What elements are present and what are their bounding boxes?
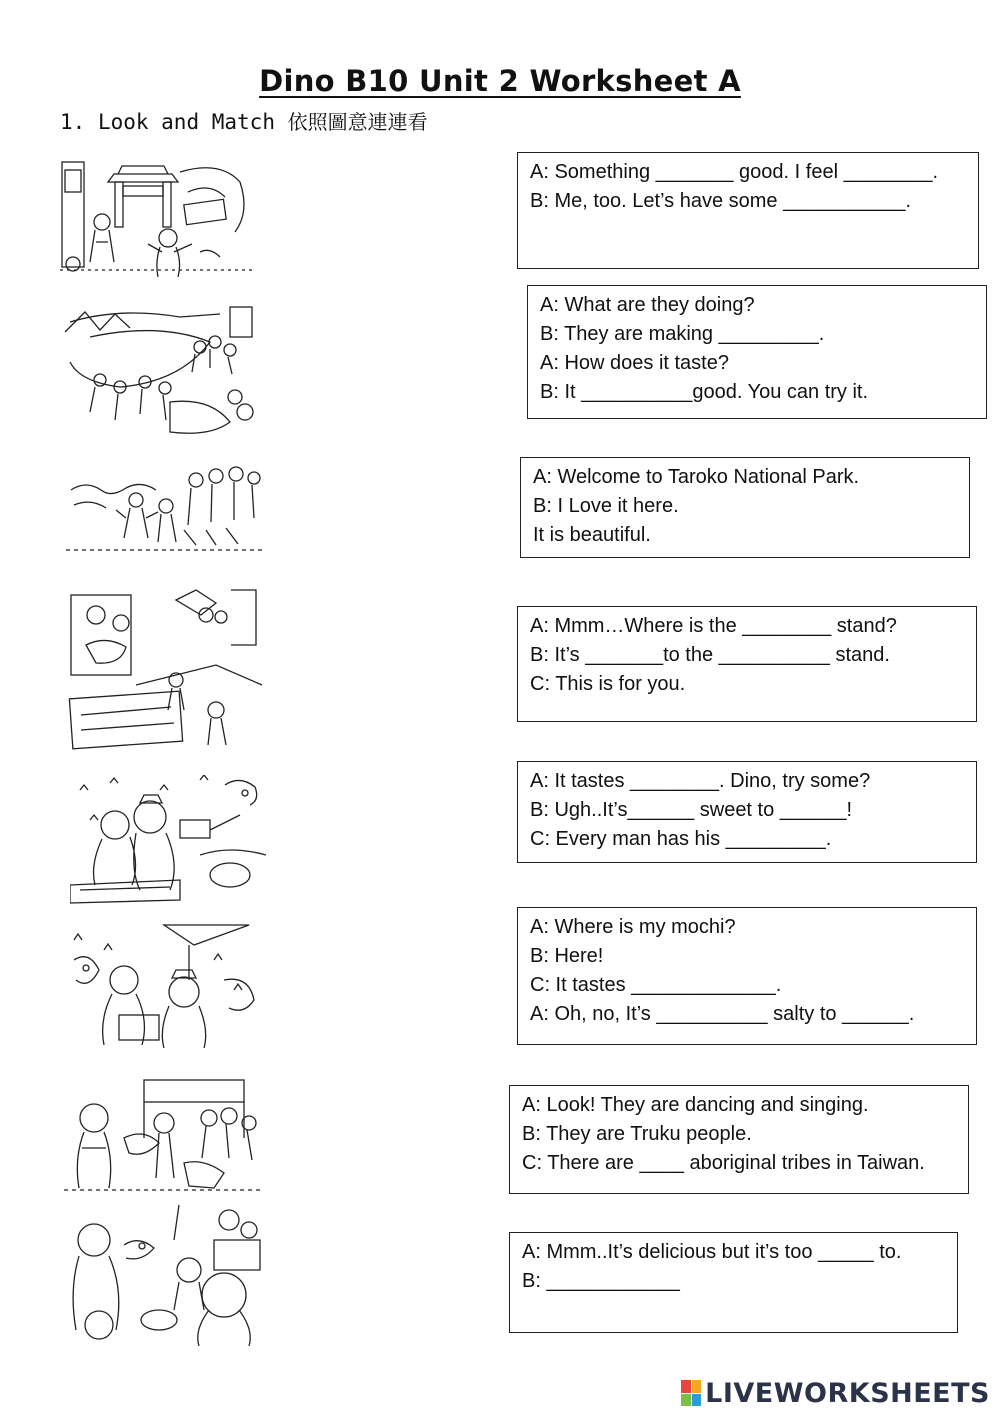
dialogue-line: C: Every man has his _________. (530, 828, 832, 850)
dancing-group-icon (66, 460, 262, 556)
truku-dance-scene-illustration[interactable] (64, 1078, 260, 1196)
liveworksheets-brand-text: LIVEWORKSHEETS (705, 1377, 990, 1409)
mochi-icon (64, 920, 260, 1054)
dialogue-box-4 (517, 606, 977, 722)
dialogue-line: A: Welcome to Taroko National Park. (533, 466, 860, 488)
dialogue-line: B: It’s _______to the __________ stand. (530, 644, 890, 666)
dialogue-line: B: Ugh..It’s______ sweet to ______! (530, 799, 853, 821)
liveworksheets-logo-icon (681, 1380, 701, 1406)
dialogue-box-1 (517, 152, 979, 269)
dialogue-line: B: I Love it here. (533, 495, 679, 517)
dialogue-line: C: There are ____ aboriginal tribes in Taiwan. (522, 1152, 925, 1174)
tasting-icon (70, 775, 266, 905)
dialogue-line: C: This is for you. (530, 673, 686, 695)
tasting-scene-illustration[interactable] (70, 775, 266, 905)
food-stands-scene-illustration[interactable] (66, 585, 262, 755)
dialogue-box-7 (509, 1085, 969, 1194)
dialogue-box-5 (517, 761, 977, 863)
welcome-gate-icon (60, 152, 256, 278)
dialogue-line: A: It tastes ________. Dino, try some? (530, 770, 871, 792)
dialogue-line: A: What are they doing? (540, 294, 755, 316)
dialogue-line: A: Mmm..It’s delicious but it’s too _____ to. (522, 1241, 902, 1263)
dialogue-line: A: How does it taste? (540, 352, 729, 374)
instruction-text: Look and Match (97, 110, 275, 134)
park-path-scene-illustration[interactable] (60, 302, 256, 438)
dialogue-box-3 (520, 457, 970, 558)
dialogue-line: A: Where is my mochi? (530, 916, 736, 938)
dialogue-line: A: Mmm…Where is the ________ stand? (530, 615, 897, 637)
instruction-chinese: 依照圖意連連看 (287, 110, 428, 134)
dialogue-line: C: It tastes _____________. (530, 974, 782, 996)
food-stands-icon (66, 585, 262, 755)
mochi-scene-illustration[interactable] (64, 920, 260, 1054)
dialogue-box-6 (517, 907, 977, 1045)
instruction-line (60, 106, 428, 135)
truku-dance-icon (64, 1078, 260, 1196)
delicious-food-scene-illustration[interactable] (64, 1200, 264, 1346)
delicious-food-icon (64, 1200, 264, 1346)
dialogue-box-8 (509, 1232, 958, 1333)
dialogue-box-2 (527, 285, 987, 419)
dialogue-line: B: They are making _________. (540, 323, 825, 345)
dialogue-line: B: They are Truku people. (522, 1123, 752, 1145)
dancing-group-scene-illustration[interactable] (66, 460, 262, 556)
dialogue-line: A: Oh, no, It’s __________ salty to ______. (530, 1003, 915, 1025)
dialogue-line: B: Me, too. Let’s have some ___________. (530, 190, 912, 212)
liveworksheets-logo[interactable] (681, 1376, 990, 1410)
dialogue-line: B: It __________good. You can try it. (540, 381, 869, 403)
welcome-gate-scene-illustration[interactable] (60, 152, 256, 278)
dialogue-line: A: Look! They are dancing and singing. (522, 1094, 869, 1116)
dialogue-line: It is beautiful. (533, 524, 651, 546)
dialogue-line: A: Something _______ good. I feel ________. (530, 161, 939, 183)
worksheet-title: Dino B10 Unit 2 Worksheet A (259, 64, 741, 98)
park-path-icon (60, 302, 256, 438)
dialogue-line: B: ____________ (522, 1270, 680, 1292)
instruction-number: 1. (60, 110, 86, 134)
dialogue-line: B: Here! (530, 945, 604, 967)
